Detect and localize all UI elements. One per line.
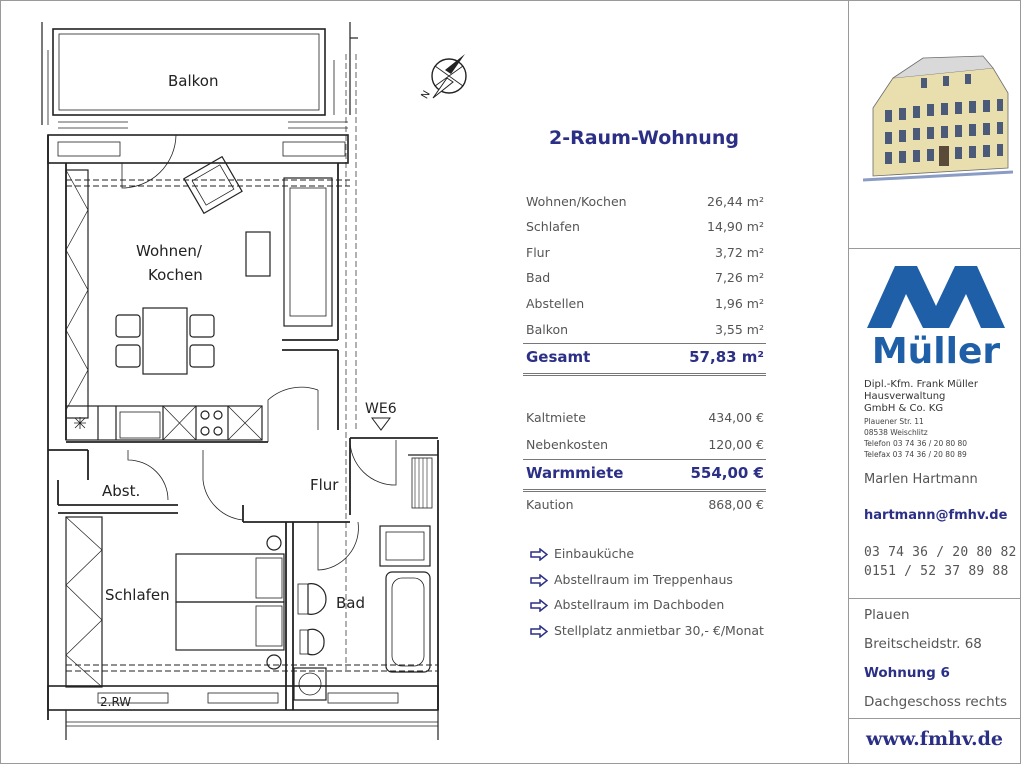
cost-row — [526, 497, 766, 517]
room-name: Balkon — [526, 322, 569, 337]
address-city: Plauen — [864, 607, 910, 623]
feature-text: Abstellraum im Treppenhaus — [554, 572, 733, 587]
compass-label: N — [419, 88, 433, 101]
room-row — [526, 219, 766, 239]
plan-label-flur: Flur — [310, 476, 339, 494]
plan-label-we: WE6 — [365, 401, 397, 417]
plan-label-rw: 2.RW — [100, 695, 132, 709]
total-label: Gesamt — [526, 348, 591, 366]
total-value: 57,83 m² — [689, 348, 764, 366]
warmmiete-value: 554,00 € — [690, 464, 764, 482]
divider — [523, 459, 766, 460]
feature-text: Abstellraum im Dachboden — [554, 597, 725, 612]
mueller-logo — [865, 266, 1007, 368]
nebenkosten-label: Nebenkosten — [526, 437, 609, 452]
room-area: 1,96 m² — [715, 296, 764, 311]
plan-label-bad: Bad — [336, 594, 366, 612]
kaution-value: 868,00 € — [708, 497, 764, 512]
room-area: 3,72 m² — [715, 245, 764, 260]
feature-text: Stellplatz anmietbar 30,- €/Monat — [554, 623, 764, 638]
room-name: Schlafen — [526, 219, 580, 234]
company-line2: Hausverwaltung — [864, 391, 946, 402]
floor-plan — [28, 10, 458, 750]
room-row — [526, 270, 766, 290]
cost-row — [526, 410, 766, 430]
website-link[interactable]: www.fmhv.de — [866, 728, 1003, 750]
plan-label-abst: Abst. — [102, 482, 141, 500]
divider — [523, 373, 766, 377]
divider — [849, 248, 1021, 249]
room-area: 26,44 m² — [707, 194, 764, 209]
plan-label-wohnen: Wohnen/ — [136, 242, 202, 260]
warmmiete-row — [526, 464, 766, 484]
building-illustration — [863, 48, 1013, 190]
divider — [849, 718, 1021, 719]
total-row — [526, 348, 766, 368]
company-telefon: Telefon 03 74 36 / 20 80 80 — [864, 439, 968, 448]
company-telefax: Telefax 03 74 36 / 20 80 89 — [864, 450, 967, 459]
arrow-right-icon — [530, 599, 548, 612]
room-name: Wohnen/Kochen — [526, 194, 627, 209]
company-line1: Dipl.-Kfm. Frank Müller — [864, 379, 978, 390]
room-area: 7,26 m² — [715, 270, 764, 285]
contact-email[interactable]: hartmann@fmhv.de — [864, 508, 1008, 523]
company-line3: GmbH & Co. KG — [864, 403, 944, 414]
nebenkosten-value: 120,00 € — [708, 437, 764, 452]
company-city: 08538 Weischlitz — [864, 428, 928, 437]
plan-label-schlafen: Schlafen — [105, 586, 170, 604]
kaltmiete-label: Kaltmiete — [526, 410, 586, 425]
room-row — [526, 322, 766, 342]
kaltmiete-value: 434,00 € — [708, 410, 764, 425]
room-area: 3,55 m² — [715, 322, 764, 337]
room-area: 14,90 m² — [707, 219, 764, 234]
address-street: Breitscheidstr. 68 — [864, 636, 982, 652]
compass-icon — [413, 48, 479, 106]
cost-row — [526, 437, 766, 457]
company-street: Plauener Str. 11 — [864, 417, 924, 426]
logo-text: Müller — [871, 331, 1001, 368]
room-name: Bad — [526, 270, 551, 285]
contact-phone2[interactable]: 0151 / 52 37 89 88 — [864, 564, 1009, 579]
warmmiete-label: Warmmiete — [526, 464, 624, 482]
room-row — [526, 194, 766, 214]
divider — [849, 598, 1021, 599]
room-name: Abstellen — [526, 296, 585, 311]
room-row — [526, 296, 766, 316]
kaution-label: Kaution — [526, 497, 574, 512]
feature-text: Einbauküche — [554, 546, 635, 561]
arrow-right-icon — [530, 574, 548, 587]
listing-title: 2-Raum-Wohnung — [549, 127, 739, 149]
room-name: Flur — [526, 245, 550, 260]
address-apartment: Wohnung 6 — [864, 665, 950, 681]
divider — [523, 343, 766, 344]
address-floor: Dachgeschoss rechts — [864, 694, 1008, 710]
sidebar — [848, 0, 1021, 764]
arrow-right-icon — [530, 625, 548, 638]
contact-name: Marlen Hartmann — [864, 472, 978, 487]
plan-label-kochen: Kochen — [148, 266, 203, 284]
divider — [523, 489, 766, 493]
plan-label-balkon: Balkon — [168, 72, 219, 90]
contact-phone1[interactable]: 03 74 36 / 20 80 82 — [864, 545, 1017, 560]
arrow-right-icon — [530, 548, 548, 561]
room-row — [526, 245, 766, 265]
